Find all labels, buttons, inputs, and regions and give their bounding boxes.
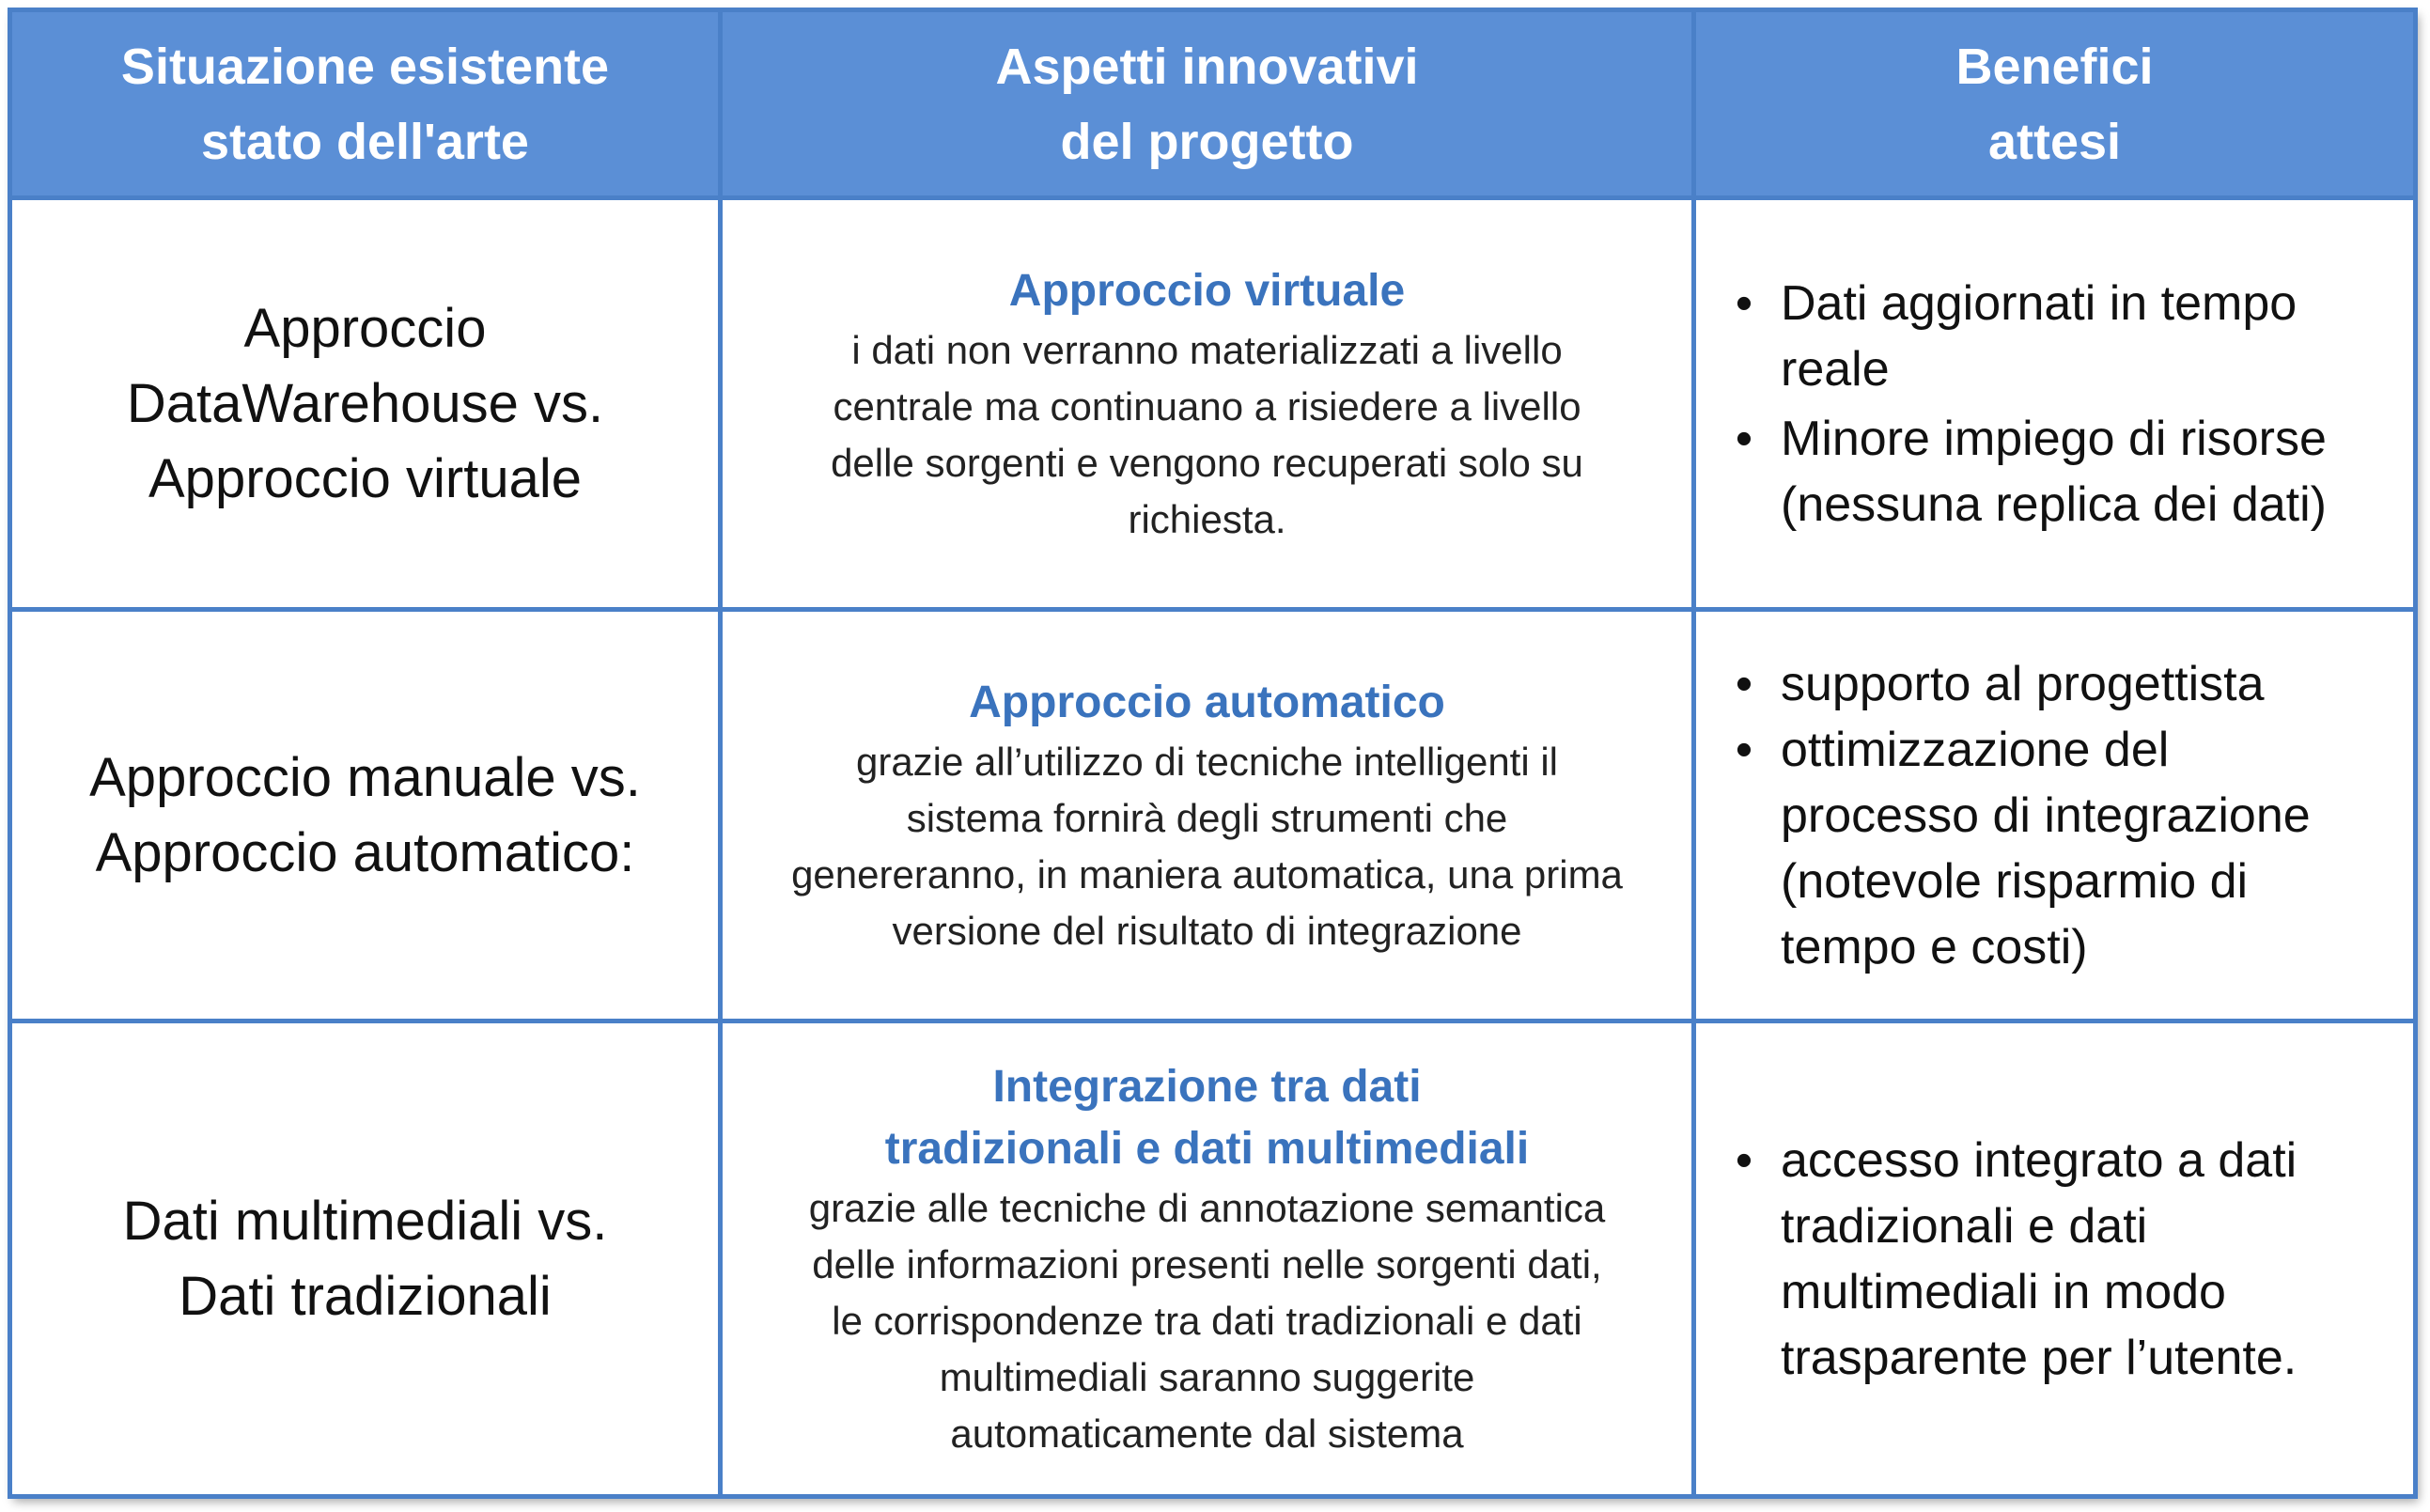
header-benefits-line-1: Benefici xyxy=(1955,38,2154,95)
bullet-icon: • xyxy=(1735,275,1753,331)
innovative-title xyxy=(751,1056,1663,1180)
innovative-text-line: richiesta. xyxy=(1128,496,1286,541)
innovative-text-line: genereranno, in maniera automatica, una prima xyxy=(791,851,1623,896)
benefit-item xyxy=(1724,651,2385,717)
bullet-icon: • xyxy=(1735,722,1753,777)
benefit-line: reale xyxy=(1781,341,1890,397)
table-row xyxy=(10,610,2416,1021)
situation-cell xyxy=(10,1021,721,1497)
benefits-cell xyxy=(1694,1021,2416,1497)
benefit-item xyxy=(1724,717,2385,980)
innovative-title-line: Approccio automatico xyxy=(969,677,1445,727)
situation-cell xyxy=(10,198,721,610)
innovative-text-line: versione del risultato di integrazione xyxy=(892,908,1522,953)
innovative-title-line: Approccio virtuale xyxy=(1008,265,1406,316)
innovative-text-line: grazie alle tecniche di annotazione semantica xyxy=(808,1185,1606,1230)
header-innovative-line-1: Aspetti innovativi xyxy=(995,38,1419,95)
innovative-title-line: Integrazione tra dati xyxy=(992,1061,1422,1112)
benefit-line: multimediali in modo xyxy=(1781,1264,2226,1319)
innovative-cell xyxy=(721,198,1694,610)
benefit-line: Minore impiego di risorse xyxy=(1781,411,2327,466)
situation-line: Approccio virtuale xyxy=(148,447,582,509)
situation-cell xyxy=(10,610,721,1021)
innovative-text-line: multimediali saranno suggerite xyxy=(939,1354,1475,1399)
innovative-text-line: grazie all’utilizzo di tecniche intelligenti il xyxy=(855,739,1559,784)
benefit-line: (nessuna replica dei dati) xyxy=(1781,476,2327,532)
header-benefits xyxy=(1694,10,2416,198)
situation-line: DataWarehouse vs. xyxy=(126,372,604,434)
benefits-cell xyxy=(1694,610,2416,1021)
comparison-table-container xyxy=(8,8,2413,1494)
innovative-title xyxy=(751,260,1663,322)
header-situation-line-2: stato dell'arte xyxy=(201,113,529,170)
header-innovative xyxy=(721,10,1694,198)
innovative-text-line: i dati non verranno materializzati a livello xyxy=(851,327,1563,372)
innovative-title xyxy=(751,672,1663,734)
innovative-text-line: centrale ma continuano a risiedere a livello xyxy=(833,383,1581,429)
header-innovative-line-2: del progetto xyxy=(1060,113,1354,170)
benefit-line: tempo e costi) xyxy=(1781,919,2088,974)
header-situation xyxy=(10,10,721,198)
innovative-text-line: delle sorgenti e vengono recuperati solo su xyxy=(831,440,1583,485)
benefit-line: tradizionali e dati xyxy=(1781,1198,2148,1254)
benefit-line: accesso integrato a dati xyxy=(1781,1132,2298,1188)
benefit-line: trasparente per l’utente. xyxy=(1781,1330,2298,1385)
innovative-text-line: automaticamente dal sistema xyxy=(950,1411,1464,1456)
innovative-text-line: sistema fornirà degli strumenti che xyxy=(906,795,1508,840)
bullet-icon: • xyxy=(1735,656,1753,711)
situation-line: Approccio xyxy=(243,297,487,359)
benefit-item xyxy=(1724,271,2385,402)
benefits-cell xyxy=(1694,198,2416,610)
benefit-line: ottimizzazione del xyxy=(1781,722,2170,777)
innovative-description xyxy=(751,322,1663,548)
table-row xyxy=(10,198,2416,610)
benefit-line: processo di integrazione xyxy=(1781,787,2311,843)
benefits-list xyxy=(1724,1128,2385,1391)
bullet-icon: • xyxy=(1735,1132,1753,1188)
header-benefits-line-2: attesi xyxy=(1987,113,2122,170)
comparison-table xyxy=(8,8,2418,1499)
benefits-list xyxy=(1724,651,2385,980)
bullet-icon: • xyxy=(1735,411,1753,466)
innovative-description xyxy=(751,1180,1663,1462)
innovative-cell xyxy=(721,1021,1694,1497)
table-row xyxy=(10,1021,2416,1497)
innovative-text-line: le corrispondenze tra dati tradizionali e dati xyxy=(832,1298,1582,1343)
benefit-item xyxy=(1724,1128,2385,1391)
innovative-text-line: delle informazioni presenti nelle sorgenti dati, xyxy=(812,1241,1602,1286)
situation-line: Approccio manuale vs. xyxy=(89,746,641,808)
benefit-line: Dati aggiornati in tempo xyxy=(1781,275,2298,331)
innovative-description xyxy=(751,734,1663,959)
situation-line: Approccio automatico: xyxy=(95,821,635,883)
header-row xyxy=(10,10,2416,198)
innovative-title-line: tradizionali e dati multimediali xyxy=(884,1123,1530,1174)
benefit-line: supporto al progettista xyxy=(1781,656,2265,711)
situation-line: Dati tradizionali xyxy=(179,1265,552,1327)
benefit-line: (notevole risparmio di xyxy=(1781,853,2249,909)
header-situation-line-1: Situazione esistente xyxy=(120,38,610,95)
benefit-item xyxy=(1724,406,2385,538)
situation-line: Dati multimediali vs. xyxy=(122,1190,608,1252)
benefits-list xyxy=(1724,271,2385,538)
innovative-cell xyxy=(721,610,1694,1021)
